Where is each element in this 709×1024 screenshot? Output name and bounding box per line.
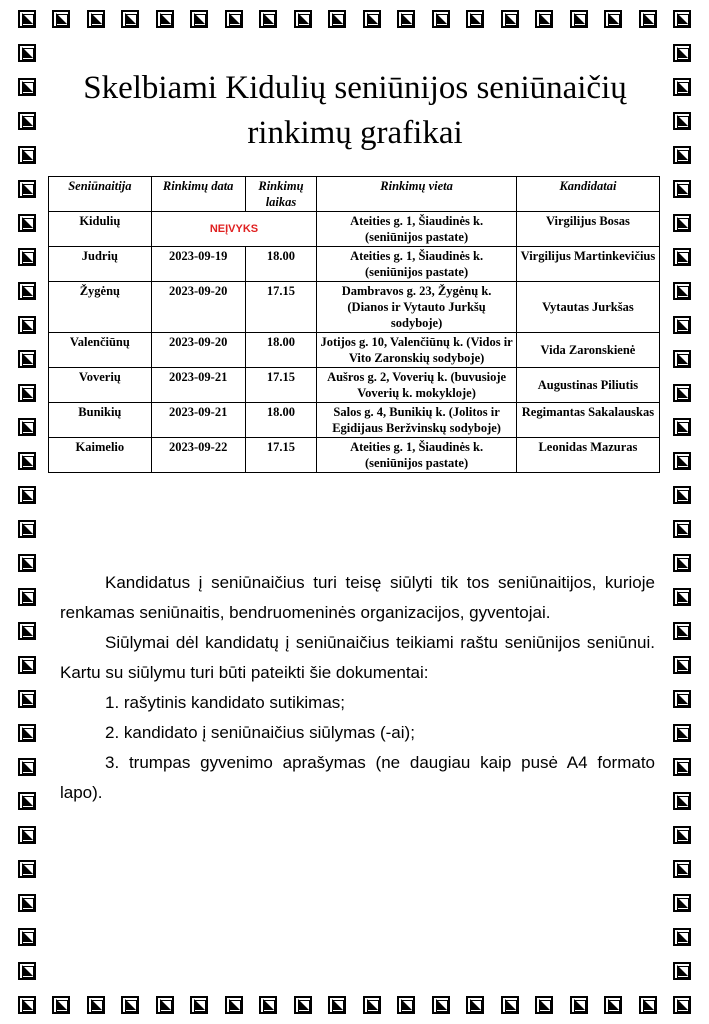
- border-square-icon: [18, 316, 36, 334]
- border-square-icon: [18, 520, 36, 538]
- cell-data: 2023-09-20: [151, 333, 245, 368]
- border-square-icon: [639, 996, 657, 1014]
- border-square-icon: [18, 758, 36, 776]
- border-square-icon: [328, 996, 346, 1014]
- border-square-icon: [673, 316, 691, 334]
- border-square-icon: [18, 350, 36, 368]
- border-square-icon: [328, 10, 346, 28]
- header-seniunaitija: Seniūnaitija: [49, 177, 152, 212]
- cell-laikas: 18.00: [245, 247, 317, 282]
- cell-kandidatai: Vida Zaronskienė: [516, 333, 659, 368]
- border-square-icon: [18, 622, 36, 640]
- cell-status-cancelled: NEĮVYKS: [151, 212, 317, 247]
- border-square-icon: [18, 282, 36, 300]
- border-square-icon: [121, 996, 139, 1014]
- cell-data: 2023-09-21: [151, 368, 245, 403]
- border-square-icon: [18, 860, 36, 878]
- cell-seniunaitija: Valenčiūnų: [49, 333, 152, 368]
- border-square-icon: [156, 10, 174, 28]
- cell-vieta: Ateities g. 1, Šiaudinės k. (seniūnijos pastate): [317, 247, 517, 282]
- border-square-icon: [18, 690, 36, 708]
- border-square-icon: [294, 996, 312, 1014]
- border-square-icon: [18, 656, 36, 674]
- border-square-icon: [294, 10, 312, 28]
- border-square-icon: [52, 10, 70, 28]
- border-square-icon: [673, 758, 691, 776]
- cell-kandidatai: Virgilijus Bosas: [516, 212, 659, 247]
- border-square-icon: [397, 996, 415, 1014]
- border-square-icon: [18, 962, 36, 980]
- table-row: [49, 438, 660, 473]
- border-square-icon: [673, 452, 691, 470]
- border-square-icon: [225, 996, 243, 1014]
- border-square-icon: [259, 10, 277, 28]
- cell-laikas: 17.15: [245, 282, 317, 333]
- border-square-icon: [18, 928, 36, 946]
- border-square-icon: [604, 996, 622, 1014]
- cell-vieta: Salos g. 4, Bunikių k. (Jolitos ir Egidijaus Beržvinskų sodyboje): [317, 403, 517, 438]
- page-title: Skelbiami Kidulių seniūnijos seniūnaičių rinkimų grafikai: [83, 70, 627, 151]
- border-square-icon: [673, 384, 691, 402]
- cell-seniunaitija: Kidulių: [49, 212, 152, 247]
- border-square-icon: [673, 792, 691, 810]
- cell-kandidatai: Augustinas Piliutis: [516, 368, 659, 403]
- border-square-icon: [52, 996, 70, 1014]
- cell-kandidatai: Vytautas Jurkšas: [516, 282, 659, 333]
- border-square-icon: [673, 350, 691, 368]
- border-square-icon: [18, 44, 36, 62]
- border-square-icon: [18, 112, 36, 130]
- border-square-icon: [18, 486, 36, 504]
- border-square-icon: [535, 10, 553, 28]
- border-square-icon: [121, 10, 139, 28]
- list-item: 1. rašytinis kandidato sutikimas;: [105, 693, 345, 712]
- border-square-icon: [18, 384, 36, 402]
- border-square-icon: [18, 10, 36, 28]
- border-square-icon: [673, 554, 691, 572]
- table-row: [49, 247, 660, 282]
- border-square-icon: [156, 996, 174, 1014]
- border-square-icon: [18, 78, 36, 96]
- cell-vieta: Jotijos g. 10, Valenčiūnų k. (Vidos ir Vito Zaronskių sodyboje): [317, 333, 517, 368]
- table-row: [49, 403, 660, 438]
- border-square-icon: [673, 826, 691, 844]
- border-square-icon: [18, 214, 36, 232]
- cell-vieta: Ateities g. 1, Šiaudinės k. (seniūnijos pastate): [317, 438, 517, 473]
- border-square-icon: [501, 10, 519, 28]
- border-square-icon: [673, 588, 691, 606]
- cell-vieta: Dambravos g. 23, Žygėnų k. (Dianos ir Vytauto Jurkšų sodyboje): [317, 282, 517, 333]
- border-square-icon: [673, 214, 691, 232]
- border-square-icon: [466, 10, 484, 28]
- cell-seniunaitija: Judrių: [49, 247, 152, 282]
- border-square-icon: [397, 10, 415, 28]
- border-square-icon: [673, 10, 691, 28]
- border-square-icon: [673, 656, 691, 674]
- cell-kandidatai: Leonidas Mazuras: [516, 438, 659, 473]
- border-square-icon: [18, 248, 36, 266]
- cell-laikas: 17.15: [245, 438, 317, 473]
- border-square-icon: [673, 180, 691, 198]
- table-row: [49, 333, 660, 368]
- border-square-icon: [639, 10, 657, 28]
- table-row: [49, 212, 660, 247]
- border-square-icon: [673, 520, 691, 538]
- cell-seniunaitija: Bunikių: [49, 403, 152, 438]
- border-square-icon: [673, 860, 691, 878]
- cell-laikas: 18.00: [245, 403, 317, 438]
- header-data: Rinkimų data: [151, 177, 245, 212]
- border-square-icon: [570, 10, 588, 28]
- border-square-icon: [673, 996, 691, 1014]
- border-square-icon: [466, 996, 484, 1014]
- border-square-icon: [432, 10, 450, 28]
- table-header-row: [49, 177, 660, 212]
- border-square-icon: [673, 44, 691, 62]
- border-square-icon: [673, 894, 691, 912]
- border-square-icon: [190, 996, 208, 1014]
- border-square-icon: [673, 962, 691, 980]
- cell-laikas: 18.00: [245, 333, 317, 368]
- cell-kandidatai: Virgilijus Martinkevičius: [516, 247, 659, 282]
- border-square-icon: [87, 996, 105, 1014]
- border-square-icon: [673, 146, 691, 164]
- cell-kandidatai: Regimantas Sakalauskas: [516, 403, 659, 438]
- border-square-icon: [18, 418, 36, 436]
- border-square-icon: [18, 180, 36, 198]
- list-item: 2. kandidato į seniūnaičius siūlymas (-ai);: [105, 723, 415, 742]
- border-square-icon: [673, 622, 691, 640]
- border-square-icon: [259, 996, 277, 1014]
- list-item: 3. trumpas gyvenimo aprašymas (ne daugiau kaip pusė A4 formato lapo).: [60, 753, 655, 802]
- border-square-icon: [18, 452, 36, 470]
- header-vieta: Rinkimų vieta: [317, 177, 517, 212]
- table-row: [49, 282, 660, 333]
- header-kandidatai: Kandidatai: [516, 177, 659, 212]
- border-square-icon: [18, 894, 36, 912]
- border-square-icon: [673, 928, 691, 946]
- border-square-icon: [673, 486, 691, 504]
- border-square-icon: [673, 724, 691, 742]
- cell-vieta: Ateities g. 1, Šiaudinės k. (seniūnijos pastate): [317, 212, 517, 247]
- border-square-icon: [501, 996, 519, 1014]
- border-square-icon: [673, 418, 691, 436]
- border-square-icon: [363, 10, 381, 28]
- table-row: [49, 368, 660, 403]
- cell-data: 2023-09-20: [151, 282, 245, 333]
- body-text: [60, 568, 655, 808]
- header-laikas: Rinkimų laikas: [245, 177, 317, 212]
- border-square-icon: [225, 10, 243, 28]
- cell-seniunaitija: Kaimelio: [49, 438, 152, 473]
- border-square-icon: [18, 826, 36, 844]
- border-square-icon: [432, 996, 450, 1014]
- border-square-icon: [18, 588, 36, 606]
- cell-laikas: 17.15: [245, 368, 317, 403]
- cell-data: 2023-09-22: [151, 438, 245, 473]
- border-square-icon: [18, 724, 36, 742]
- cell-seniunaitija: Voverių: [49, 368, 152, 403]
- border-square-icon: [673, 282, 691, 300]
- border-square-icon: [673, 690, 691, 708]
- border-square-icon: [18, 146, 36, 164]
- election-schedule-table: [48, 176, 660, 473]
- border-square-icon: [18, 996, 36, 1014]
- border-square-icon: [87, 10, 105, 28]
- border-square-icon: [190, 10, 208, 28]
- border-square-icon: [535, 996, 553, 1014]
- cell-vieta: Aušros g. 2, Voverių k. (buvusioje Voverių k. mokykloje): [317, 368, 517, 403]
- border-square-icon: [363, 996, 381, 1014]
- border-square-icon: [604, 10, 622, 28]
- border-square-icon: [673, 112, 691, 130]
- cell-data: 2023-09-21: [151, 403, 245, 438]
- cell-data: 2023-09-19: [151, 247, 245, 282]
- border-square-icon: [673, 78, 691, 96]
- border-square-icon: [18, 554, 36, 572]
- paragraph-proposers: Kandidatus į seniūnaičius turi teisę siūlyti tik tos seniūnaitijos, kurioje renkamas seniūnaitis, bendruomeninės organizacijos, gyventojai.: [60, 573, 655, 622]
- border-square-icon: [18, 792, 36, 810]
- border-square-icon: [570, 996, 588, 1014]
- paragraph-submission: Siūlymai dėl kandidatų į seniūnaičius teikiami raštu seniūnijos seniūnui. Kartu su siūlymu turi būti pateikti šie dokumentai:: [60, 633, 655, 682]
- border-square-icon: [673, 248, 691, 266]
- cell-seniunaitija: Žygėnų: [49, 282, 152, 333]
